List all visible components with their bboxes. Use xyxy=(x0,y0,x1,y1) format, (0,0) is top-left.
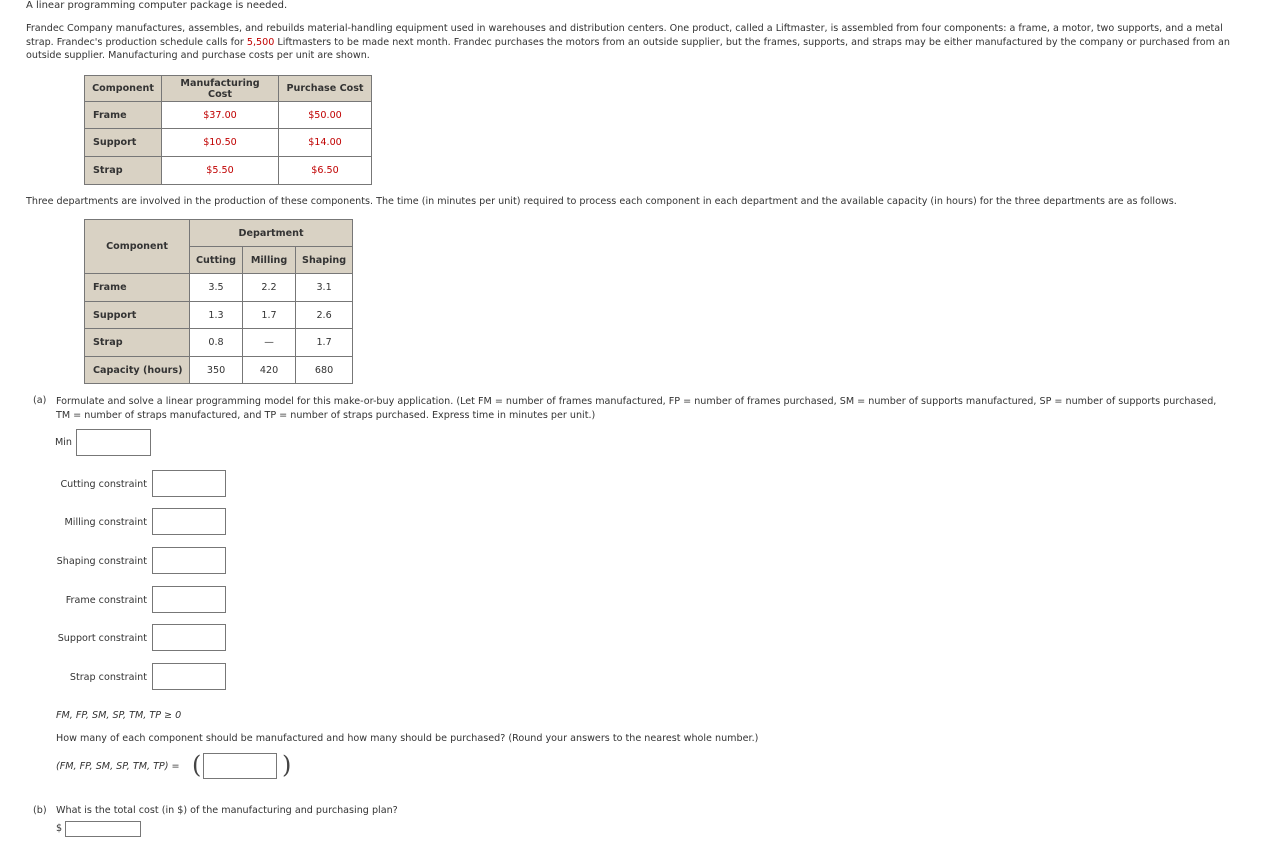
capacity-cutting: 350 xyxy=(190,357,243,384)
strap-constraint-input[interactable] xyxy=(152,663,226,690)
support-mfg-cost: $10.50 xyxy=(162,129,279,157)
tuple-label: (FM, FP, SM, SP, TM, TP) = xyxy=(56,761,180,772)
solution-question: How many of each component should be manufactured and how many should be purchased? (Round your answers to the nearest whole number.) xyxy=(56,733,759,744)
intro-text: A linear programming computer package is needed. xyxy=(26,0,288,11)
paragraph-text-after: Liftmasters to be made next month. Frandec purchases the motors from an outside supplier, but the frames, supports, and straps may be either manufactured by the company or purchased from an outside supplier. Manufacturing and purchase costs per unit are shown. xyxy=(26,36,1231,61)
problem-paragraph xyxy=(26,22,1251,63)
support-constraint-label: Support constraint xyxy=(57,633,147,644)
frame-shaping: 3.1 xyxy=(296,274,353,302)
department-table xyxy=(84,219,353,384)
frame-constraint-input[interactable] xyxy=(152,586,226,613)
cost-table xyxy=(84,75,372,185)
part-a-line2: TM = number of straps manufactured, and TP = number of straps purchased. Express time in minutes per unit.) xyxy=(56,409,596,421)
part-a-marker: (a) xyxy=(33,395,47,406)
support-constraint-input[interactable] xyxy=(152,624,226,651)
strap-constraint-label: Strap constraint xyxy=(69,672,147,683)
frame-mfg-cost: $37.00 xyxy=(162,102,279,129)
dept-row-frame: Frame xyxy=(85,274,190,302)
strap-cutting: 0.8 xyxy=(190,329,243,357)
total-cost-input[interactable] xyxy=(65,821,141,837)
min-label: Min xyxy=(54,437,72,448)
currency-symbol: $ xyxy=(56,823,63,834)
support-cutting: 1.3 xyxy=(190,302,243,329)
frame-purchase-cost: $50.00 xyxy=(279,102,372,129)
cost-header-component: Component xyxy=(85,76,162,102)
dept-row-support: Support xyxy=(85,302,190,329)
cost-row-frame: Frame xyxy=(85,102,162,129)
capacity-shaping: 680 xyxy=(296,357,353,384)
dept-header-shaping: Shaping xyxy=(296,247,353,274)
tuple-close-paren: ) xyxy=(282,751,292,779)
support-shaping: 2.6 xyxy=(296,302,353,329)
frame-constraint-label: Frame constraint xyxy=(65,595,147,606)
part-b-marker: (b) xyxy=(33,805,47,816)
strap-milling: — xyxy=(243,329,296,357)
solution-tuple-input[interactable] xyxy=(203,753,277,779)
strap-shaping: 1.7 xyxy=(296,329,353,357)
shaping-constraint-input[interactable] xyxy=(152,547,226,574)
support-purchase-cost: $14.00 xyxy=(279,129,372,157)
support-milling: 1.7 xyxy=(243,302,296,329)
nonnegativity-text: FM, FP, SM, SP, TM, TP ≥ 0 xyxy=(56,710,182,721)
cost-row-strap: Strap xyxy=(85,157,162,185)
part-a-text xyxy=(56,395,1256,422)
dept-header-cutting: Cutting xyxy=(190,247,243,274)
paragraph-text-before: Frandec Company manufactures, assembles, and rebuilds material-handling equipment used in warehouses and distribution centers. One product, called a Liftmaster, is assembled from four components: a frame, a motor, two supports, and a metal strap. Frandec's production schedule calls for xyxy=(26,23,1223,48)
dept-header-component: Component xyxy=(85,220,190,274)
milling-constraint-input[interactable] xyxy=(152,508,226,535)
tuple-open-paren: ( xyxy=(192,751,202,779)
dept-row-capacity: Capacity (hours) xyxy=(85,357,190,384)
objective-input[interactable] xyxy=(76,429,151,456)
cost-row-support: Support xyxy=(85,129,162,157)
frame-milling: 2.2 xyxy=(243,274,296,302)
cutting-constraint-input[interactable] xyxy=(152,470,226,497)
shaping-constraint-label: Shaping constraint xyxy=(56,556,147,567)
cost-header-manufacturing: Manufacturing Cost xyxy=(162,76,279,102)
part-b-question: What is the total cost (in $) of the manufacturing and purchasing plan? xyxy=(56,805,398,816)
cost-header-purchase: Purchase Cost xyxy=(279,76,372,102)
part-a-line1: Formulate and solve a linear programming model for this make-or-buy application. (Let FM = number of frames manufactured, FP = number of frames purchased, SM = number of supports manufactured, SP = number of supports purchased, xyxy=(56,396,1217,407)
dept-row-strap: Strap xyxy=(85,329,190,357)
liftmaster-quantity: 5,500 xyxy=(246,36,275,48)
strap-purchase-cost: $6.50 xyxy=(279,157,372,185)
strap-mfg-cost: $5.50 xyxy=(162,157,279,185)
dept-header-milling: Milling xyxy=(243,247,296,274)
milling-constraint-label: Milling constraint xyxy=(64,517,147,528)
cutting-constraint-label: Cutting constraint xyxy=(60,479,147,490)
capacity-milling: 420 xyxy=(243,357,296,384)
frame-cutting: 3.5 xyxy=(190,274,243,302)
dept-header-department: Department xyxy=(190,220,353,247)
departments-paragraph: Three departments are involved in the production of these components. The time (in minutes per unit) required to process each component in each department and the available capacity (in hours) for the three departments are as follows. xyxy=(26,196,1177,207)
